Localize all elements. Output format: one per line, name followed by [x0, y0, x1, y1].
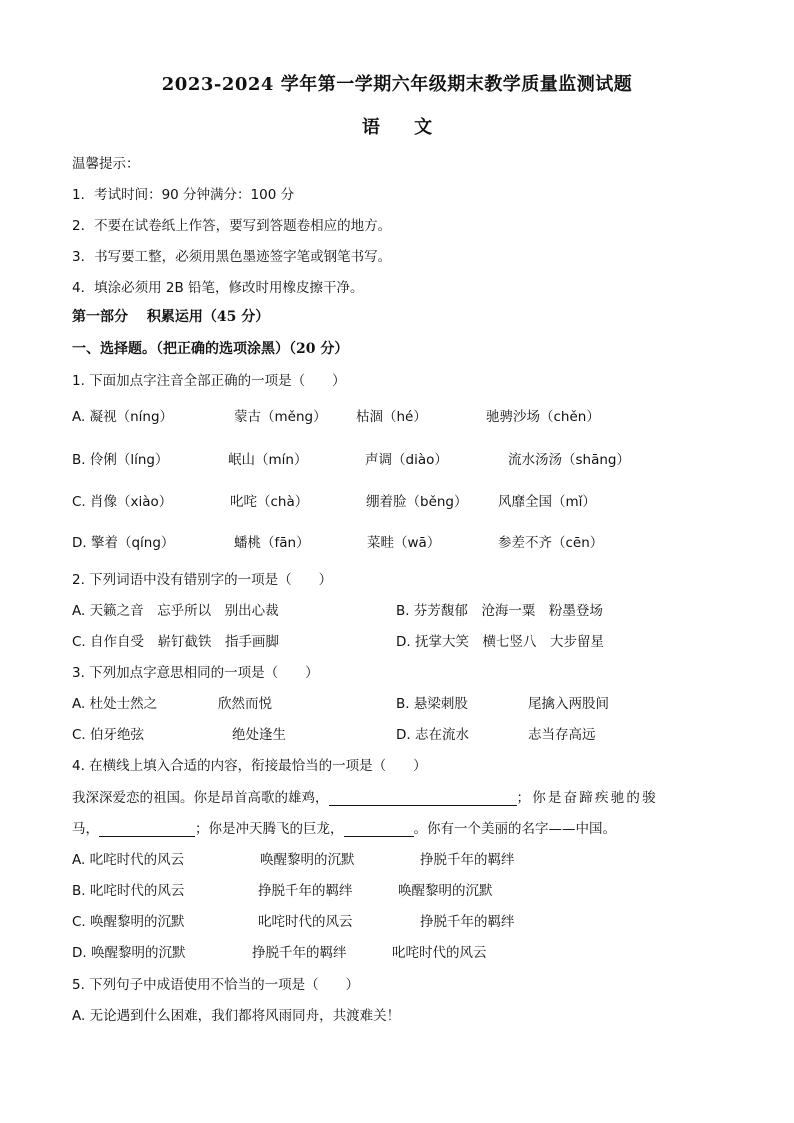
question-2-stem: 2. 下列词语中没有错别字的一项是（ ）: [72, 572, 333, 588]
answer-blank[interactable]: [329, 791, 517, 806]
tip-item: 3．书写要工整，必须用黑色墨迹签字笔或钢笔书写。: [72, 249, 392, 265]
tip-item: 4．填涂必须用 2B 铅笔，修改时用橡皮擦干净。: [72, 280, 364, 296]
tips-heading: 温馨提示：: [72, 156, 140, 172]
question-1-stem: 1. 下面加点字注音全部正确的一项是（ ）: [72, 373, 346, 389]
question-4-passage-line: 我深深爱恋的祖国。你是昂首高歌的雄鸡， ；你是奋蹄疾驰的骏: [72, 790, 658, 806]
subject-title: 语 文: [361, 117, 433, 138]
question-5-stem: 5. 下列句子中成语使用不恰当的一项是（ ）: [72, 977, 360, 993]
question-3-stem: 3. 下列加点字意思相同的一项是（ ）: [72, 665, 319, 681]
answer-blank[interactable]: [344, 822, 414, 837]
tip-item: 1．考试时间：90 分钟满分：100 分: [72, 187, 295, 203]
exam-title: 2023-2024 学年第一学期六年级期末教学质量监测试题: [161, 74, 633, 95]
question-4-stem: 4. 在横线上填入合适的内容，衔接最恰当的一项是（ ）: [72, 758, 427, 774]
part1-heading: 第一部分 积累运用（45 分）: [72, 309, 270, 325]
answer-blank[interactable]: [99, 822, 195, 837]
tip-item: 2．不要在试卷纸上作答，要写到答题卷相应的地方。: [72, 218, 392, 234]
section1-heading: 一、选择题。（把正确的选项涂黑）（20 分）: [72, 341, 349, 357]
question-5-option-a: A. 无论遇到什么困难，我们都将风雨同舟，共渡难关！: [72, 1008, 401, 1024]
question-4-passage-line: 马， ；你是冲天腾飞的巨龙， 。你有一个美丽的名字——中国。: [72, 821, 616, 837]
